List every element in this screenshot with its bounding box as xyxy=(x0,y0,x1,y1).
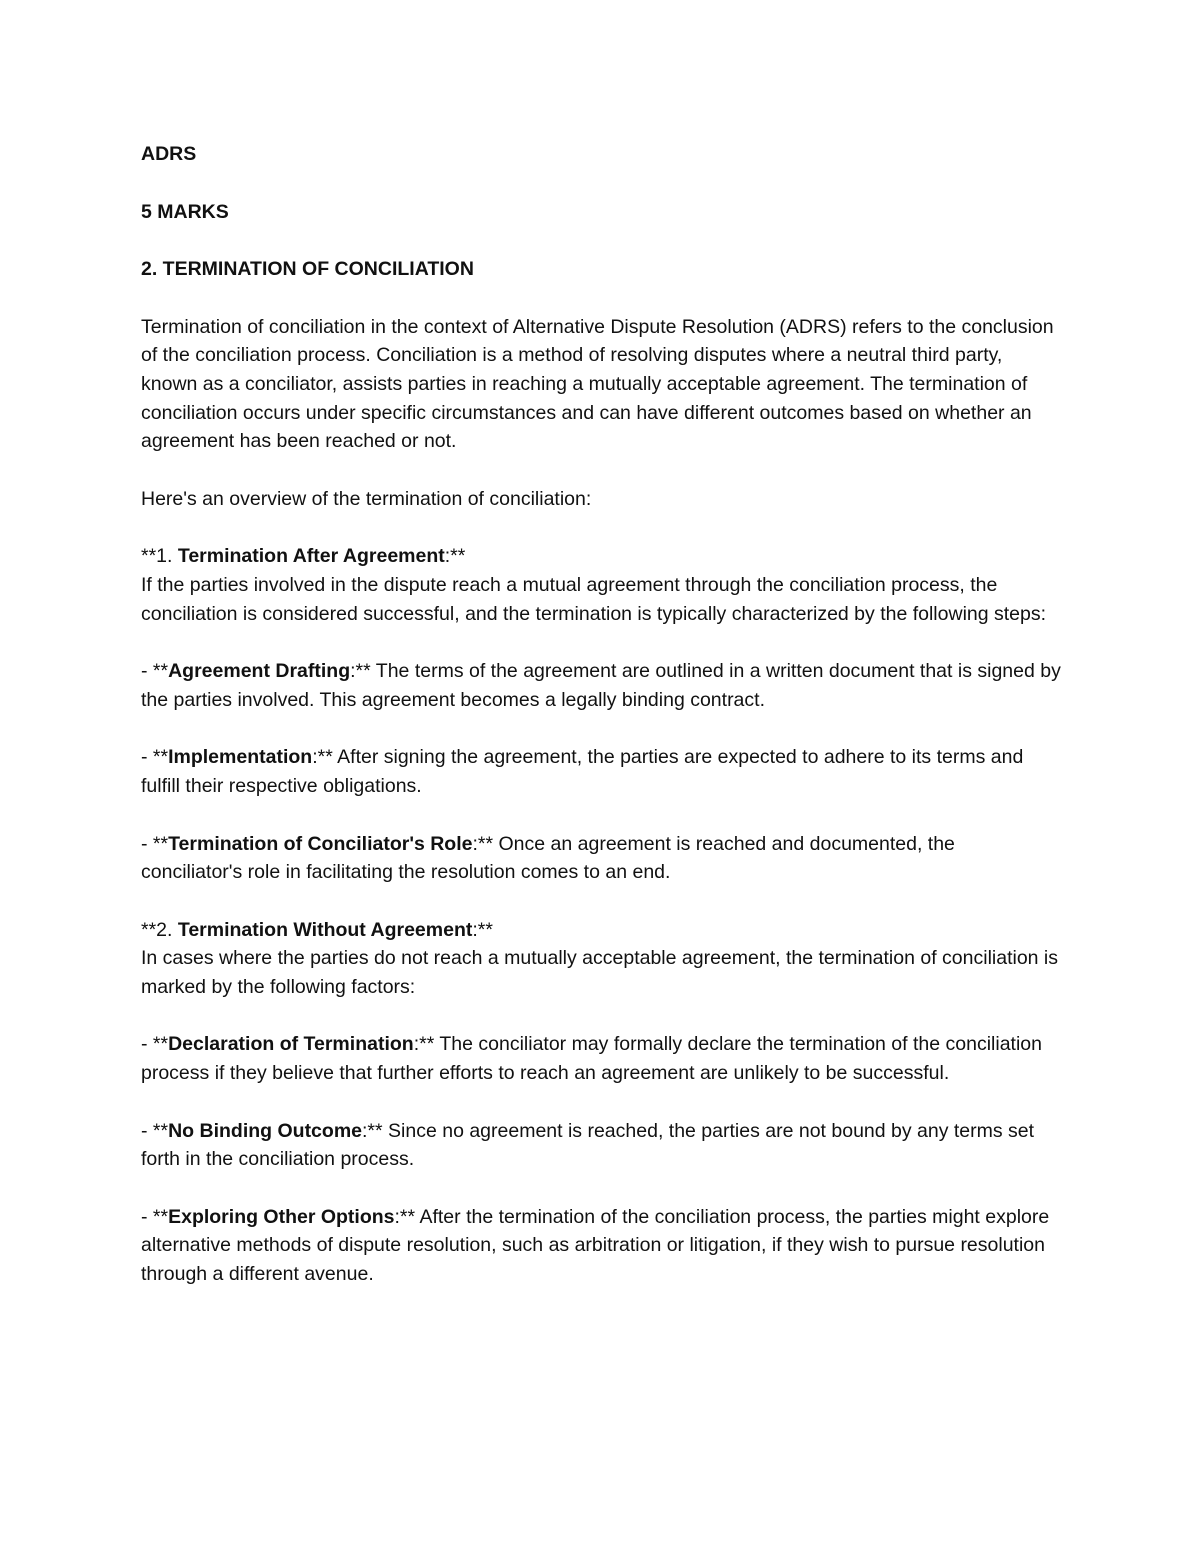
item-term: No Binding Outcome xyxy=(168,1119,362,1142)
item-text: The terms of the agreement are outlined in a written document that is signed by the parties involved. This agreement becomes a legally binding contract. xyxy=(141,660,1061,711)
item-term: Implementation xyxy=(168,746,313,769)
section-title: Termination Without Agreement xyxy=(177,918,473,941)
section-heading: **2. Termination Without Agreement:** xyxy=(141,918,493,941)
section-paragraph: If the parties involved in the dispute reach a mutual agreement through the conciliation process, the conciliation is considered successful, and the termination is typically characterized by the following steps: xyxy=(141,573,1047,625)
item-term: Termination of Conciliator's Role xyxy=(168,832,473,855)
section-paragraph: In cases where the parties do not reach a mutually acceptable agreement, the termination of conciliation is marked by the following factors: xyxy=(141,947,1059,998)
item-term: Agreement Drafting xyxy=(168,660,351,683)
list-item: - **Termination of Conciliator's Role:** Once an agreement is reached and documented, the conciliator's role in facilitating the resolution comes to an end. xyxy=(141,832,955,884)
item-text: The conciliator may formally declare the termination of the conciliation process if they believe that further efforts to reach an agreement are unlikely to be successful. xyxy=(141,1033,1042,1085)
item-text: Once an agreement is reached and documented, the conciliator's role in facilitating the resolution comes to an end. xyxy=(141,832,955,884)
section-title: Termination After Agreement xyxy=(177,545,445,568)
list-item: - **Agreement Drafting:** The terms of the agreement are outlined in a written document that is signed by the parties involved. This agreement becomes a legally binding contract. xyxy=(141,660,1061,711)
question-heading: 2. TERMINATION OF CONCILIATION xyxy=(141,258,474,281)
item-term: Declaration of Termination xyxy=(168,1033,414,1056)
item-text: After signing the agreement, the parties are expected to adhere to its terms and fulfill their respective obligations. xyxy=(141,746,1024,797)
document-title: ADRS xyxy=(141,143,197,165)
list-item: - **No Binding Outcome:** Since no agreement is reached, the parties are not bound by any terms set forth in the conciliation process. xyxy=(141,1119,1035,1171)
overview-paragraph: Here's an overview of the termination of conciliation: xyxy=(141,487,592,510)
section-heading: **1. Termination After Agreement:** xyxy=(141,545,466,568)
list-item: - **Implementation:** After signing the agreement, the parties are expected to adhere to its terms and fulfill their respective obligations. xyxy=(141,746,1024,797)
item-text: Since no agreement is reached, the parties are not bound by any terms set forth in the conciliation process. xyxy=(141,1119,1035,1171)
marks-label: 5 MARKS xyxy=(141,200,229,223)
list-item: - **Declaration of Termination:** The conciliator may formally declare the termination of the conciliation process if they believe that further efforts to reach an agreement are unlikely to be successful. xyxy=(141,1033,1042,1085)
list-item: - **Exploring Other Options:** After the termination of the conciliation process, the parties might explore alternative methods of dispute resolution, such as arbitration or litigation, if they wish to pursue resolution through a different avenue. xyxy=(141,1205,1050,1286)
intro-paragraph: Termination of conciliation in the context of Alternative Dispute Resolution (ADRS) refers to the conclusion of the conciliation process. Conciliation is a method of resolving disputes where a neutral third party, known as a conciliator, assists parties in reaching a mutually acceptable agreement. The termination of conciliation occurs under specific circumstances and can have different outcomes based on whether an agreement has been reached or not. xyxy=(141,315,1054,453)
item-term: Exploring Other Options xyxy=(168,1205,395,1228)
document-page xyxy=(141,140,1061,1318)
item-text: After the termination of the conciliation process, the parties might explore alternative methods of dispute resolution, such as arbitration or litigation, if they wish to pursue resolution through a different avenue. xyxy=(141,1205,1050,1286)
